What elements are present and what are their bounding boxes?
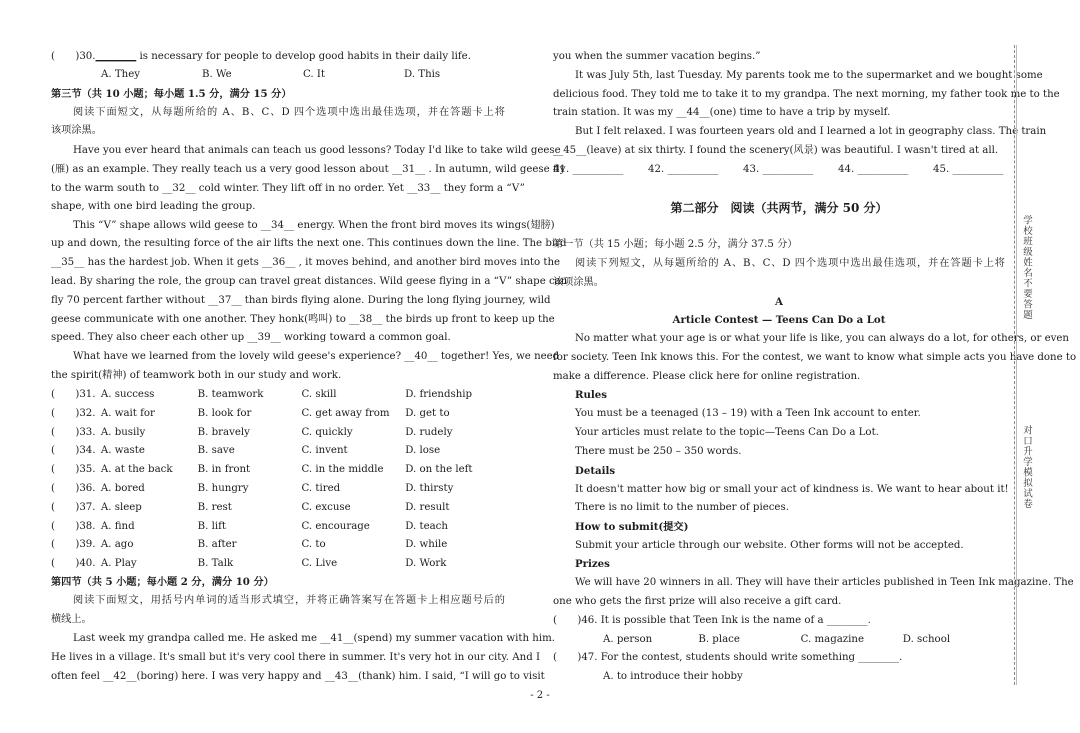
question-number: ( )31. — [51, 389, 96, 400]
rule-item: You must be a teenaged (13 – 19) with a Teen Ink account to enter. — [575, 408, 921, 419]
mc-question-row — [51, 536, 505, 554]
binding-margin — [1016, 45, 1035, 685]
passage-line: __35__ has the hardest job. When it gets __36__ , it moves behind, and another bird moves into the — [51, 257, 561, 268]
submit-text: Submit your article through our website. Other forms will not be accepted. — [575, 540, 964, 551]
sidebar-text-bottom: 对口升学模拟试卷 — [1021, 425, 1032, 509]
option-d[interactable]: D. on the left — [405, 464, 473, 476]
option-c[interactable]: C. Live — [301, 558, 338, 570]
rules-heading: Rules — [575, 389, 607, 401]
section-1-instructions-cont: 该项涂黑。 — [553, 277, 604, 288]
option-a[interactable]: A. ago — [100, 539, 134, 551]
passage-line: often feel __42__(boring) here. I was very happy and __43__(thank) him. I said, “I will go to visit — [51, 671, 545, 682]
option-b[interactable]: B. rest — [197, 501, 232, 513]
passage-line: Have you ever heard that animals can teach us good lessons? Today I'd like to take wild geese — [73, 145, 561, 156]
option-d[interactable]: D. while — [405, 539, 448, 551]
option-a[interactable]: A. find — [100, 520, 135, 532]
question-30: ( )30.________ is necessary for people to develop good habits in their daily life. — [51, 51, 471, 62]
option-b[interactable]: B. look for — [197, 407, 252, 419]
option-b[interactable]: B. lift — [197, 520, 227, 532]
passage-line: __45__(leave) at six thirty. I found the scenery(风景) was beautiful. I wasn't tired at all. — [553, 145, 999, 156]
option-b[interactable]: B. in front — [197, 464, 251, 476]
q30-options: A. They B. We C. It D. This — [101, 69, 441, 80]
passage-line: No matter what your age is or what your life is like, you can always do a lot, for others, or even — [575, 333, 1069, 344]
option-c[interactable]: C. excuse — [301, 501, 351, 513]
section-3-instructions-cont: 该项涂黑。 — [51, 125, 102, 136]
fold-line — [1014, 45, 1015, 685]
mc-question-row — [51, 424, 505, 442]
passage-line: train station. It was my __44__(one) time to have a trip by myself. — [553, 107, 891, 118]
sidebar-text-top: 学校班级姓名不要答题 — [1021, 215, 1032, 320]
option-c[interactable]: C. invent — [301, 445, 348, 457]
passage-line: This “V” shape allows wild geese to __34__ energy. When the front bird moves its wings(翅膀) — [73, 220, 555, 231]
answer-blank[interactable]: 44. __________ — [838, 164, 909, 175]
part-2-title: 第二部分 阅读（共两节，满分 50 分） — [670, 201, 888, 215]
section-4-instructions: 阅读下面短文，用括号内单词的适当形式填空，并将正确答案写在答题卡上相应题号后的 — [73, 595, 505, 606]
q46-options: A. person B. place C. magazine D. school — [603, 634, 951, 645]
option-d[interactable]: D. Work — [405, 558, 447, 570]
option-d[interactable]: D. result — [405, 501, 450, 513]
option-c[interactable]: C. in the middle — [301, 464, 384, 476]
option-c[interactable]: C. encourage — [301, 520, 370, 532]
passage-line: make a difference. Please click here for online registration. — [553, 371, 861, 382]
question-number: ( )32. — [51, 407, 96, 419]
section-3-instructions: 阅读下面短文，从每题所给的 A、B、C、D 四个选项中选出最佳选项，并在答题卡上将 — [73, 107, 505, 118]
answer-blank[interactable]: 43. __________ — [743, 164, 814, 175]
mc-question-row — [51, 499, 505, 517]
option-c[interactable]: C. to — [301, 539, 326, 551]
option-a[interactable]: A. wait for — [100, 407, 155, 419]
option-d[interactable]: D. get to — [405, 407, 450, 419]
question-number: ( )39. — [51, 539, 96, 551]
option-a[interactable]: A. sleep — [100, 501, 142, 513]
answer-blank[interactable]: 45. __________ — [933, 164, 1004, 175]
mc-question-row — [51, 518, 505, 536]
mc-question-row — [51, 442, 505, 460]
option-c[interactable]: C. tired — [301, 483, 341, 494]
answer-blank[interactable]: 42. __________ — [648, 164, 719, 175]
mc-question-row — [51, 461, 505, 479]
option-a[interactable]: A. success — [100, 389, 155, 400]
option-d[interactable]: D. friendship — [405, 389, 473, 400]
passage-line: shape, with one bird leading the group. — [51, 201, 256, 212]
section-1-title: 第一节（共 15 小题；每小题 2.5 分，满分 37.5 分） — [553, 239, 798, 250]
option-b[interactable]: B. after — [197, 539, 237, 551]
option-d[interactable]: D. rudely — [405, 426, 453, 438]
option-b[interactable]: B. hungry — [197, 483, 249, 494]
answer-blank[interactable]: 41. __________ — [553, 164, 624, 175]
option-c[interactable]: C. get away from — [301, 407, 390, 419]
option-d[interactable]: D. teach — [405, 520, 448, 532]
option-a[interactable]: A. at the back — [100, 464, 173, 476]
prize-text: one who gets the first prize will also receive a gift card. — [553, 596, 842, 607]
option-a[interactable]: A. Play — [100, 558, 137, 570]
question-number: ( )33. — [51, 426, 96, 438]
passage-line: (雁) as an example. They really teach us a very good lesson about __31__ . In autumn, wild geese fly — [51, 164, 566, 175]
question-number: ( )40. — [51, 558, 96, 570]
section-1-instructions: 阅读下列短文，从每题所给的 A、B、C、D 四个选项中选出最佳选项，并在答题卡上将 — [575, 258, 1005, 269]
passage-line: It was July 5th, last Tuesday. My parents took me to the supermarket and we bought some — [575, 70, 1043, 81]
passage-line: for society. Teen Ink knows this. For the contest, we want to know what simple acts you have done to — [553, 352, 1077, 363]
mc-question-row — [51, 480, 505, 498]
option-b[interactable]: B. Talk — [197, 558, 234, 570]
question-number: ( )34. — [51, 445, 96, 457]
passage-title: Article Contest — Teens Can Do a Lot — [672, 314, 886, 326]
prize-text: We will have 20 winners in all. They will have their articles published in Teen Ink magazine. The — [575, 577, 1074, 588]
option-a[interactable]: A. waste — [100, 445, 145, 457]
question-number: ( )35. — [51, 464, 96, 476]
option-b[interactable]: B. teamwork — [197, 389, 264, 400]
section-3-title: 第三节（共 10 小题；每小题 1.5 分，满分 15 分） — [51, 88, 292, 100]
passage-line: speed. They also cheer each other up __39__ working toward a common goal. — [51, 332, 451, 343]
passage-line: He lives in a village. It's small but it's very cool there in summer. It's very hot in our city. And I — [51, 652, 540, 663]
option-d[interactable]: D. thirsty — [405, 483, 454, 494]
prizes-heading: Prizes — [575, 558, 610, 570]
question-47: ( )47. For the contest, students should write something ________. — [553, 652, 903, 663]
passage-line: up and down, the resulting force of the air lifts the next one. This continues down the line. The bird — [51, 238, 567, 249]
option-c[interactable]: C. quickly — [301, 426, 353, 438]
option-b[interactable]: B. save — [197, 445, 235, 457]
mc-question-row — [51, 405, 505, 423]
passage-line: But I felt relaxed. I was fourteen years old and I learned a lot in geography class. The train — [575, 126, 1047, 137]
rule-item: Your articles must relate to the topic—Teens Can Do a Lot. — [575, 427, 879, 438]
section-4-instructions-cont: 横线上。 — [51, 614, 92, 625]
detail-item: There is no limit to the number of pieces. — [575, 502, 789, 513]
passage-letter: A — [775, 296, 783, 308]
question-number: ( )36. — [51, 483, 96, 494]
option-a[interactable]: A. bored — [100, 483, 145, 494]
rule-item: There must be 250 – 350 words. — [575, 446, 742, 457]
mc-question-row — [51, 386, 505, 404]
option-a[interactable]: A. busily — [100, 426, 146, 438]
section-4-title: 第四节（共 5 小题；每小题 2 分，满分 10 分） — [51, 576, 274, 588]
passage-line: fly 70 percent farther without __37__ than birds flying alone. During the long flying journey, wild — [51, 295, 551, 306]
passage-line: Last week my grandpa called me. He asked me __41__(spend) my summer vacation with him. — [73, 633, 555, 644]
question-46: ( )46. It is possible that Teen Ink is the name of a ________. — [553, 615, 871, 626]
passage-line: lead. By sharing the role, the group can travel great distances. Wild geese flying in a “V” shape can — [51, 276, 568, 287]
passage-line: you when the summer vacation begins.” — [553, 51, 761, 62]
passage-line: the spirit(精神) of teamwork both in our study and work. — [51, 370, 342, 381]
details-heading: Details — [575, 465, 616, 477]
passage-line: delicious food. They told me to take it to my grandpa. The next morning, my father took me to the — [553, 89, 1060, 100]
q47-option-a: A. to introduce their hobby — [603, 671, 743, 682]
question-number: ( )37. — [51, 501, 96, 513]
detail-item: It doesn't matter how big or small your act of kindness is. We want to hear about it! — [575, 484, 1009, 495]
passage-line: to the warm south to __32__ cold winter. They lift off in no order. Yet __33__ they form a “V” — [51, 183, 525, 194]
option-d[interactable]: D. lose — [405, 445, 441, 457]
question-number: ( )38. — [51, 520, 96, 532]
option-c[interactable]: C. skill — [301, 389, 337, 400]
answer-blanks — [553, 161, 1005, 179]
passage-line: What have we learned from the lovely wild geese's experience? __40__ together! Yes, we need — [73, 351, 560, 362]
page-number: - 2 - — [530, 690, 550, 701]
mc-question-row — [51, 555, 505, 573]
option-b[interactable]: B. bravely — [197, 426, 250, 438]
submit-heading: How to submit(提交) — [575, 521, 689, 533]
passage-line: geese communicate with one another. They honk(鸣叫) to __38__ the birds up front to keep up the — [51, 314, 555, 325]
